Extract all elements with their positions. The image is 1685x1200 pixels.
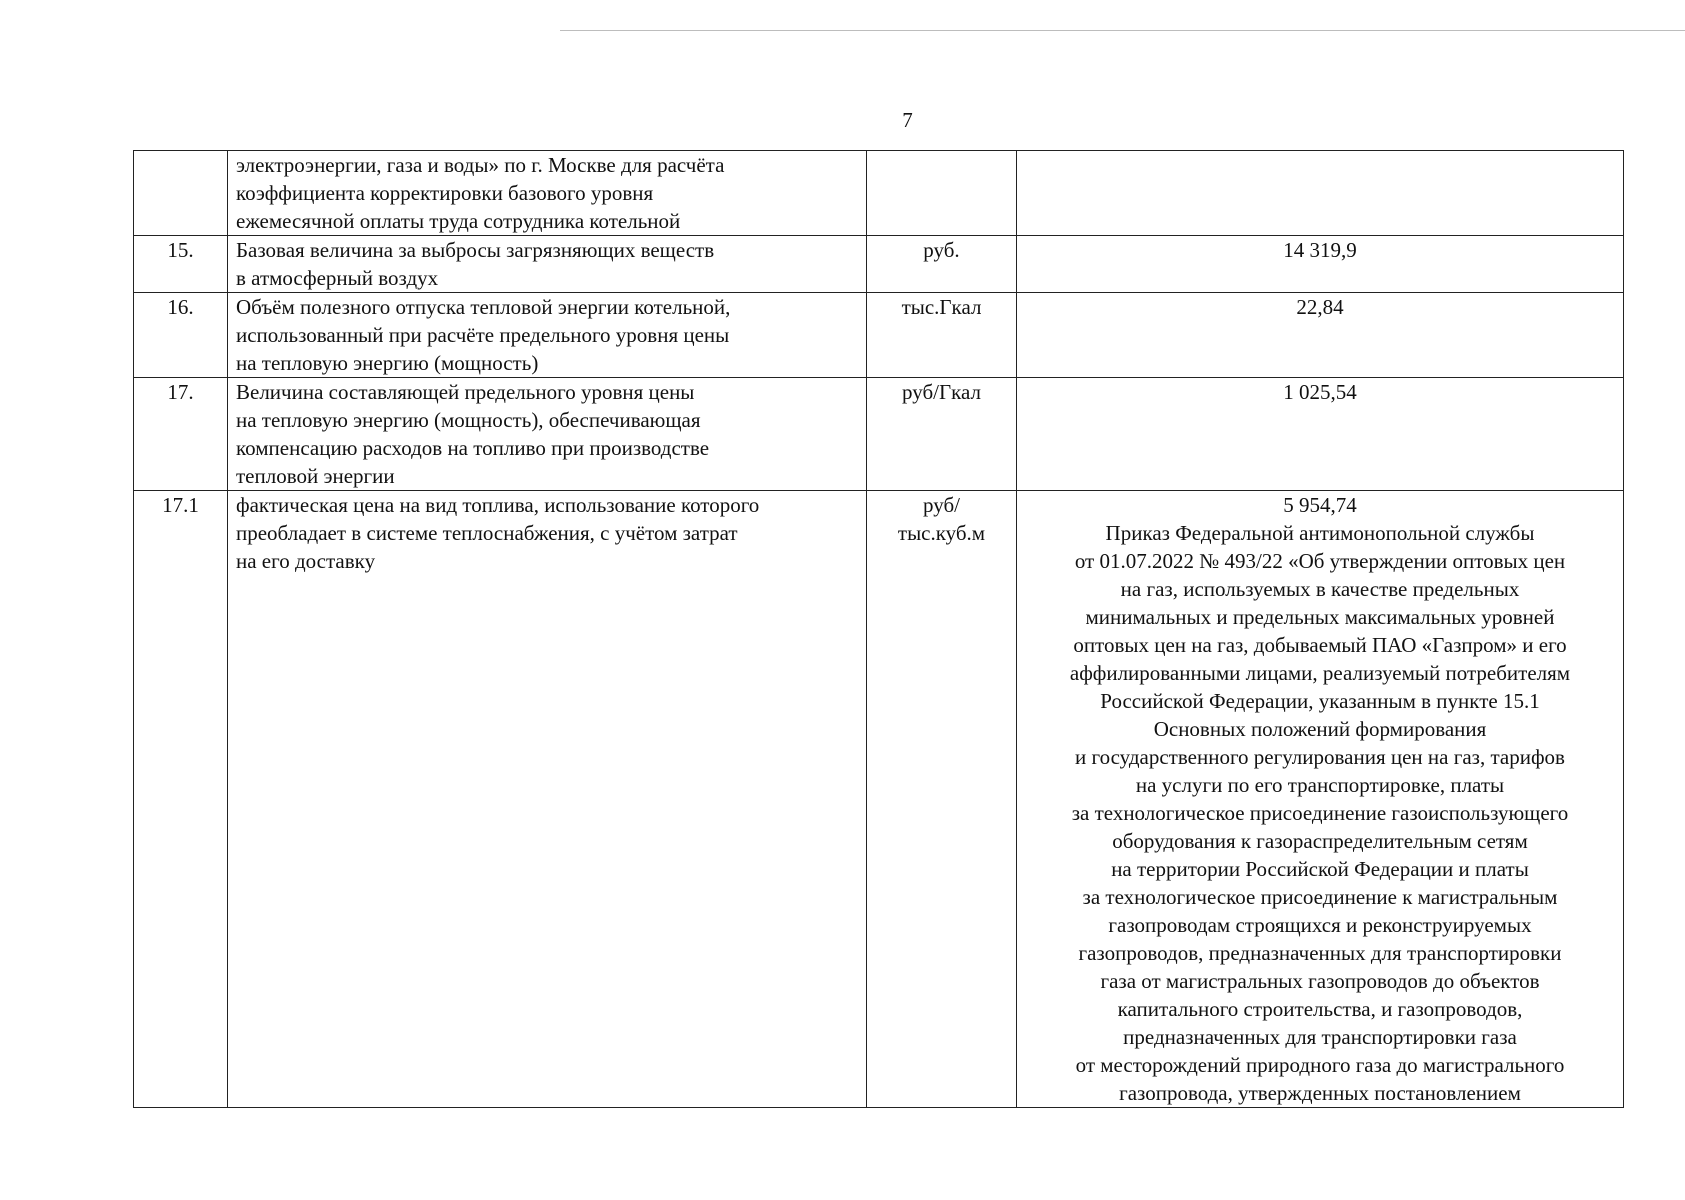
text-line: капитального строительства, и газопроводов, xyxy=(1117,997,1523,1021)
text-line: в атмосферный воздух xyxy=(236,266,439,290)
text-line: на территории Российской Федерации и платы xyxy=(1111,857,1529,881)
text-line: электроэнергии, газа и воды» по г. Москве для расчёта xyxy=(236,153,725,177)
value-cell xyxy=(1017,236,1624,293)
text-line: газопровода, утвержденных постановлением xyxy=(1119,1081,1521,1105)
text-line: от месторождений природного газа до магистрального xyxy=(1075,1053,1565,1077)
unit-cell xyxy=(867,378,1017,491)
value-cell xyxy=(1017,293,1624,378)
text-line: минимальных и предельных максимальных уровней xyxy=(1085,605,1555,629)
indicator-name-cell xyxy=(228,293,867,378)
text-line: руб/Гкал xyxy=(902,380,981,404)
text-line: ежемесячной оплаты труда сотрудника котельной xyxy=(236,209,681,233)
text-line: на тепловую энергию (мощность) xyxy=(236,351,539,375)
row-number-cell: 15. xyxy=(134,236,228,293)
text-line: тепловой энергии xyxy=(236,464,395,488)
text-line: коэффициента корректировки базового уровня xyxy=(236,181,654,205)
text-line: 1 025,54 xyxy=(1283,380,1357,404)
text-line: на его доставку xyxy=(236,549,376,573)
text-line: 14 319,9 xyxy=(1283,238,1357,262)
value-cell xyxy=(1017,491,1624,1108)
text-line: Величина составляющей предельного уровня цены xyxy=(236,380,695,404)
text-line: руб. xyxy=(923,238,960,262)
unit-cell xyxy=(867,236,1017,293)
value-cell xyxy=(1017,378,1624,491)
text-line: Базовая величина за выбросы загрязняющих веществ xyxy=(236,238,715,262)
table-row xyxy=(134,491,1624,1108)
table-row xyxy=(134,236,1624,293)
text-line: аффилированными лицами, реализуемый потребителям xyxy=(1069,661,1571,685)
row-number-cell xyxy=(134,151,228,236)
text-line: Приказ Федеральной антимонопольной службы xyxy=(1105,521,1535,545)
text-line: на газ, используемых в качестве предельных xyxy=(1120,577,1520,601)
scan-edge-line xyxy=(560,30,1685,31)
text-line: газопроводов, предназначенных для транспортировки xyxy=(1078,941,1562,965)
unit-cell xyxy=(867,151,1017,236)
table-row xyxy=(134,293,1624,378)
text-line: предназначенных для транспортировки газа xyxy=(1123,1025,1517,1049)
text-line: на тепловую энергию (мощность), обеспечивающая xyxy=(236,408,701,432)
text-line: тыс.Гкал xyxy=(901,295,982,319)
table-row xyxy=(134,151,1624,236)
text-line: руб/ xyxy=(923,493,960,517)
unit-cell xyxy=(867,293,1017,378)
text-line: оптовых цен на газ, добываемый ПАО «Газпром» и его xyxy=(1073,633,1567,657)
text-line: от 01.07.2022 № 493/22 «Об утверждении оптовых цен xyxy=(1074,549,1566,573)
text-line: 22,84 xyxy=(1296,295,1344,319)
indicator-table xyxy=(133,150,1624,1108)
text-line: использованный при расчёте предельного уровня цены xyxy=(236,323,730,347)
text-line: тыс.куб.м xyxy=(897,521,986,545)
indicator-name-cell xyxy=(228,491,867,1108)
value-cell xyxy=(1017,151,1624,236)
text-line: Основных положений формирования xyxy=(1153,717,1487,741)
text-line: и государственного регулирования цен на газ, тарифов xyxy=(1075,745,1565,769)
text-line: за технологическое присоединение к магистральным xyxy=(1082,885,1558,909)
text-line: фактическая цена на вид топлива, использование которого xyxy=(236,493,760,517)
text-line: 5 954,74 xyxy=(1283,493,1357,517)
row-number-cell: 16. xyxy=(134,293,228,378)
indicator-name-cell xyxy=(228,151,867,236)
text-line: оборудования к газораспределительным сетям xyxy=(1112,829,1528,853)
text-line: компенсацию расходов на топливо при производстве xyxy=(236,436,710,460)
text-line: на услуги по его транспортировке, платы xyxy=(1135,773,1505,797)
text-line: газа от магистральных газопроводов до объектов xyxy=(1100,969,1540,993)
row-number-cell: 17. xyxy=(134,378,228,491)
table-body xyxy=(134,151,1624,1108)
text-line: газопроводам строящихся и реконструируемых xyxy=(1108,913,1532,937)
indicator-name-cell xyxy=(228,236,867,293)
unit-cell xyxy=(867,491,1017,1108)
text-line: за технологическое присоединение газоиспользующего xyxy=(1071,801,1569,825)
text-line: Объём полезного отпуска тепловой энергии котельной, xyxy=(236,295,731,319)
indicator-name-cell xyxy=(228,378,867,491)
text-line: преобладает в системе теплоснабжения, с учётом затрат xyxy=(236,521,738,545)
page-number: 7 xyxy=(902,108,913,132)
row-number-cell: 17.1 xyxy=(134,491,228,1108)
text-line: Российской Федерации, указанным в пункте 15.1 xyxy=(1100,689,1540,713)
table-row xyxy=(134,378,1624,491)
